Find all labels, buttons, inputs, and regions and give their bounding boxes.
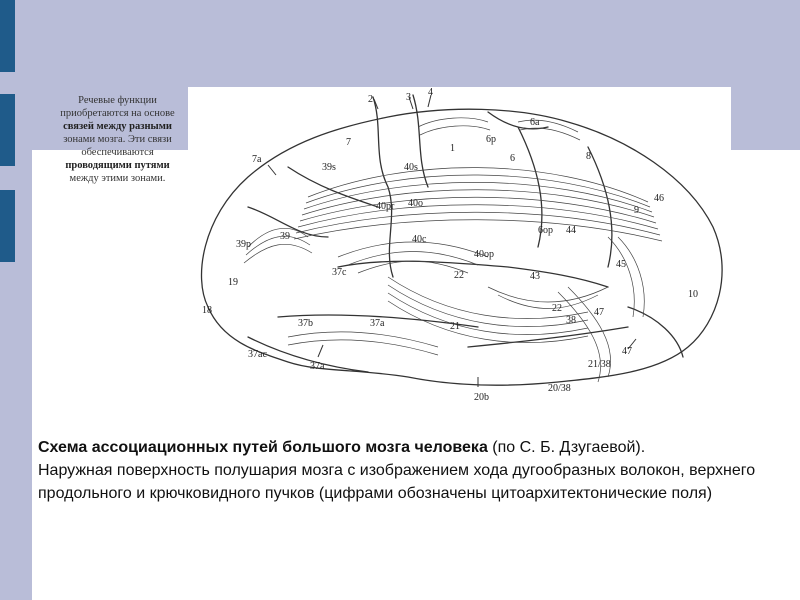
diagram-label: 6а <box>530 117 540 128</box>
diagram-label: 39р <box>236 239 251 250</box>
diagram-label: 19 <box>228 277 238 288</box>
side-note <box>50 94 185 185</box>
diagram-label: 2 <box>368 94 373 105</box>
diagram-label: 7 <box>346 137 351 148</box>
diagram-label: 3 <box>406 92 411 103</box>
diagram-label: 37ас <box>248 349 267 360</box>
diagram-label: 37с <box>332 267 347 278</box>
diagram-label: 39 <box>280 231 290 242</box>
diagram-label: 46 <box>654 193 664 204</box>
diagram-label: 6р <box>486 134 496 145</box>
diagram-label: 7а <box>252 154 262 165</box>
diagram-label: 6ор <box>538 225 553 236</box>
side-note-line: зонами мозга. Эти связи обеспечиваются <box>63 134 172 158</box>
diagram-label: 45 <box>616 259 626 270</box>
diagram-label: 38 <box>566 315 576 326</box>
diagram-label: 18 <box>202 305 212 316</box>
diagram-label: 44 <box>566 225 576 236</box>
diagram-label: 40о <box>408 198 423 209</box>
side-note-line: Речевые функции приобретаются на основе <box>60 95 175 119</box>
brain-diagram <box>188 87 731 402</box>
diagram-label: 21/38 <box>588 359 611 370</box>
diagram-label: 20b <box>474 392 489 403</box>
slide-caption <box>38 436 778 505</box>
left-accent-bar <box>0 0 15 72</box>
brain-outline <box>201 109 722 385</box>
diagram-label: 9 <box>634 205 639 216</box>
diagram-label: 37а <box>310 361 325 372</box>
diagram-label: 22 <box>454 270 464 281</box>
diagram-label: 43 <box>530 271 540 282</box>
diagram-label: 8 <box>586 151 591 162</box>
diagram-label: 39s <box>322 162 336 173</box>
left-accent-bar <box>0 190 15 262</box>
diagram-label: 22 <box>552 303 562 314</box>
diagram-label: 40ор <box>474 249 494 260</box>
brain-drawing <box>188 87 731 402</box>
diagram-label: 37b <box>298 318 313 329</box>
caption-title-suffix: (по С. Б. Дзугаевой). <box>487 439 646 456</box>
diagram-label: 4 <box>428 87 433 98</box>
diagram-label: 1 <box>450 143 455 154</box>
diagram-label: 6 <box>510 153 515 164</box>
diagram-label: 40с <box>412 234 427 245</box>
caption-body: Наружная поверхность полушария мозга с изображением хода дугообразных волокон, верхнего продольного и крючковидного пучков (цифрами обозначены цитоархитектонические поля) <box>38 462 756 502</box>
diagram-label: 40s <box>404 162 418 173</box>
diagram-label: 20/38 <box>548 383 571 394</box>
diagram-label: 47 <box>622 346 632 357</box>
diagram-label: 47 <box>594 307 604 318</box>
diagram-label: 40рr <box>376 201 395 212</box>
diagram-label: 21 <box>450 321 460 332</box>
side-note-emphasis: проводящими путями <box>65 160 170 171</box>
diagram-label: 10 <box>688 289 698 300</box>
caption-title: Схема ассоциационных путей большого мозга человека <box>38 439 488 456</box>
side-note-line: между этими зонами. <box>69 173 166 184</box>
diagram-label: 37a <box>370 318 385 329</box>
side-note-emphasis: связей между разными <box>63 121 172 132</box>
left-accent-bar <box>0 94 15 166</box>
